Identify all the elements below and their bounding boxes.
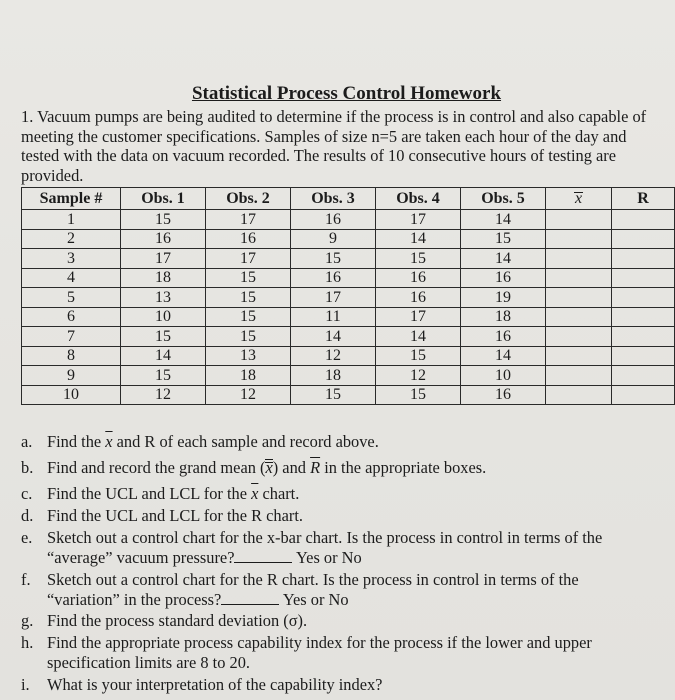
page-title: Statistical Process Control Homework (191, 83, 502, 104)
observation-cell: 17 (291, 288, 376, 308)
xbar-answer-cell[interactable] (546, 385, 612, 405)
xbar-answer-cell[interactable] (546, 210, 612, 230)
observation-cell: 15 (291, 249, 376, 269)
header-obs1: Obs. 1 (121, 188, 206, 210)
range-answer-cell[interactable] (612, 229, 675, 249)
header-obs4: Obs. 4 (376, 188, 461, 210)
table-row (22, 385, 675, 405)
observation-cell: 15 (461, 229, 546, 249)
question-f: f. Sketch out a control chart for the R chart. Is the process in control in terms of the “variation” in the process? Yes or No (21, 570, 579, 609)
observation-cell: 18 (206, 366, 291, 386)
question-d: d. Find the UCL and LCL for the R chart. (21, 506, 303, 525)
observation-cell: 15 (376, 249, 461, 269)
observation-cell: 15 (206, 307, 291, 327)
observation-cell: 15 (206, 288, 291, 308)
sample-number-cell: 6 (22, 307, 121, 327)
observation-cell: 10 (121, 307, 206, 327)
observation-cell: 17 (206, 210, 291, 230)
observation-cell: 15 (121, 327, 206, 347)
observation-cell: 15 (206, 327, 291, 347)
header-sample: Sample # (22, 188, 121, 210)
observation-cell: 16 (376, 288, 461, 308)
table-row (22, 268, 675, 288)
question-e: e. Sketch out a control chart for the x-bar chart. Is the process in control in terms of the “average” vacuum pressure? Yes or No (21, 528, 603, 567)
observation-cell: 17 (376, 307, 461, 327)
table-row (22, 229, 675, 249)
sample-number-cell: 4 (22, 268, 121, 288)
data-table (21, 187, 675, 405)
sample-number-cell: 8 (22, 346, 121, 366)
header-obs3: Obs. 3 (291, 188, 376, 210)
sample-number-cell: 9 (22, 366, 121, 386)
xbar-answer-cell[interactable] (546, 366, 612, 386)
observation-cell: 18 (121, 268, 206, 288)
observation-cell: 19 (461, 288, 546, 308)
observation-cell: 16 (376, 268, 461, 288)
question-h: h. Find the appropriate process capability index for the process if the lower and upper specification limits are 8 to 20. (21, 633, 592, 672)
question-i: i. What is your interpretation of the capability index? (21, 675, 383, 694)
observation-cell: 16 (121, 229, 206, 249)
question-g: g. Find the process standard deviation (σ). (21, 611, 308, 630)
xbar-answer-cell[interactable] (546, 229, 612, 249)
range-answer-cell[interactable] (612, 268, 675, 288)
observation-cell: 15 (121, 210, 206, 230)
table-row (22, 366, 675, 386)
xbar-answer-cell[interactable] (546, 307, 612, 327)
answer-blank-e[interactable] (234, 548, 292, 563)
xbar-answer-cell[interactable] (546, 268, 612, 288)
sample-number-cell: 5 (22, 288, 121, 308)
observation-cell: 12 (121, 385, 206, 405)
observation-cell: 13 (121, 288, 206, 308)
observation-cell: 14 (461, 346, 546, 366)
header-obs2: Obs. 2 (206, 188, 291, 210)
table-row (22, 249, 675, 269)
table-row (22, 210, 675, 230)
observation-cell: 14 (121, 346, 206, 366)
header-xbar: x (546, 188, 612, 210)
observation-cell: 15 (376, 346, 461, 366)
problem-intro: 1. Vacuum pumps are being audited to determine if the process is in control and also capable of meeting the customer specifications. Samples of size n=5 are taken each hour of the day and tested with the data on vacuum recorded. The results of 10 consecutive hours of testing are provided. (21, 107, 647, 185)
range-answer-cell[interactable] (612, 307, 675, 327)
range-answer-cell[interactable] (612, 327, 675, 347)
observation-cell: 16 (206, 229, 291, 249)
table-row (22, 327, 675, 347)
question-c: c. Find the UCL and LCL for the $\overline{x}$ chart. (21, 484, 300, 503)
observation-cell: 13 (206, 346, 291, 366)
xbar-answer-cell[interactable] (546, 327, 612, 347)
header-range: R (612, 188, 675, 210)
xbar-answer-cell[interactable] (546, 288, 612, 308)
xbar-answer-cell[interactable] (546, 249, 612, 269)
observation-cell: 14 (461, 249, 546, 269)
observation-cell: 9 (291, 229, 376, 249)
observation-cell: 17 (206, 249, 291, 269)
observation-cell: 12 (206, 385, 291, 405)
sample-number-cell: 7 (22, 327, 121, 347)
observation-cell: 12 (376, 366, 461, 386)
range-answer-cell[interactable] (612, 346, 675, 366)
table-row (22, 307, 675, 327)
question-a: a. Find the $\overline{x}$ and R of each sample and record above. (21, 432, 379, 451)
observation-cell: 14 (376, 327, 461, 347)
observation-cell: 15 (291, 385, 376, 405)
observation-cell: 18 (291, 366, 376, 386)
observation-cell: 15 (376, 385, 461, 405)
range-answer-cell[interactable] (612, 210, 675, 230)
answer-blank-f[interactable] (221, 590, 279, 605)
sample-number-cell: 2 (22, 229, 121, 249)
observation-cell: 14 (461, 210, 546, 230)
range-answer-cell[interactable] (612, 288, 675, 308)
sample-number-cell: 1 (22, 210, 121, 230)
range-answer-cell[interactable] (612, 385, 675, 405)
table-row (22, 288, 675, 308)
table-header-row (22, 188, 675, 210)
observation-cell: 10 (461, 366, 546, 386)
range-answer-cell[interactable] (612, 366, 675, 386)
observation-cell: 16 (461, 327, 546, 347)
xbar-answer-cell[interactable] (546, 346, 612, 366)
observation-cell: 17 (376, 210, 461, 230)
table-row (22, 346, 675, 366)
observation-cell: 12 (291, 346, 376, 366)
observation-cell: 18 (461, 307, 546, 327)
observation-cell: 16 (291, 268, 376, 288)
sample-number-cell: 3 (22, 249, 121, 269)
question-b: b. Find and record the grand mean (x) and $\overline{R}$ in the appropriate boxes. (21, 458, 487, 477)
observation-cell: 16 (461, 385, 546, 405)
observation-cell: 16 (291, 210, 376, 230)
observation-cell: 17 (121, 249, 206, 269)
observation-cell: 15 (206, 268, 291, 288)
observation-cell: 11 (291, 307, 376, 327)
range-answer-cell[interactable] (612, 249, 675, 269)
observation-cell: 14 (376, 229, 461, 249)
observation-cell: 16 (461, 268, 546, 288)
header-obs5: Obs. 5 (461, 188, 546, 210)
observation-cell: 14 (291, 327, 376, 347)
sample-number-cell: 10 (22, 385, 121, 405)
observation-cell: 15 (121, 366, 206, 386)
